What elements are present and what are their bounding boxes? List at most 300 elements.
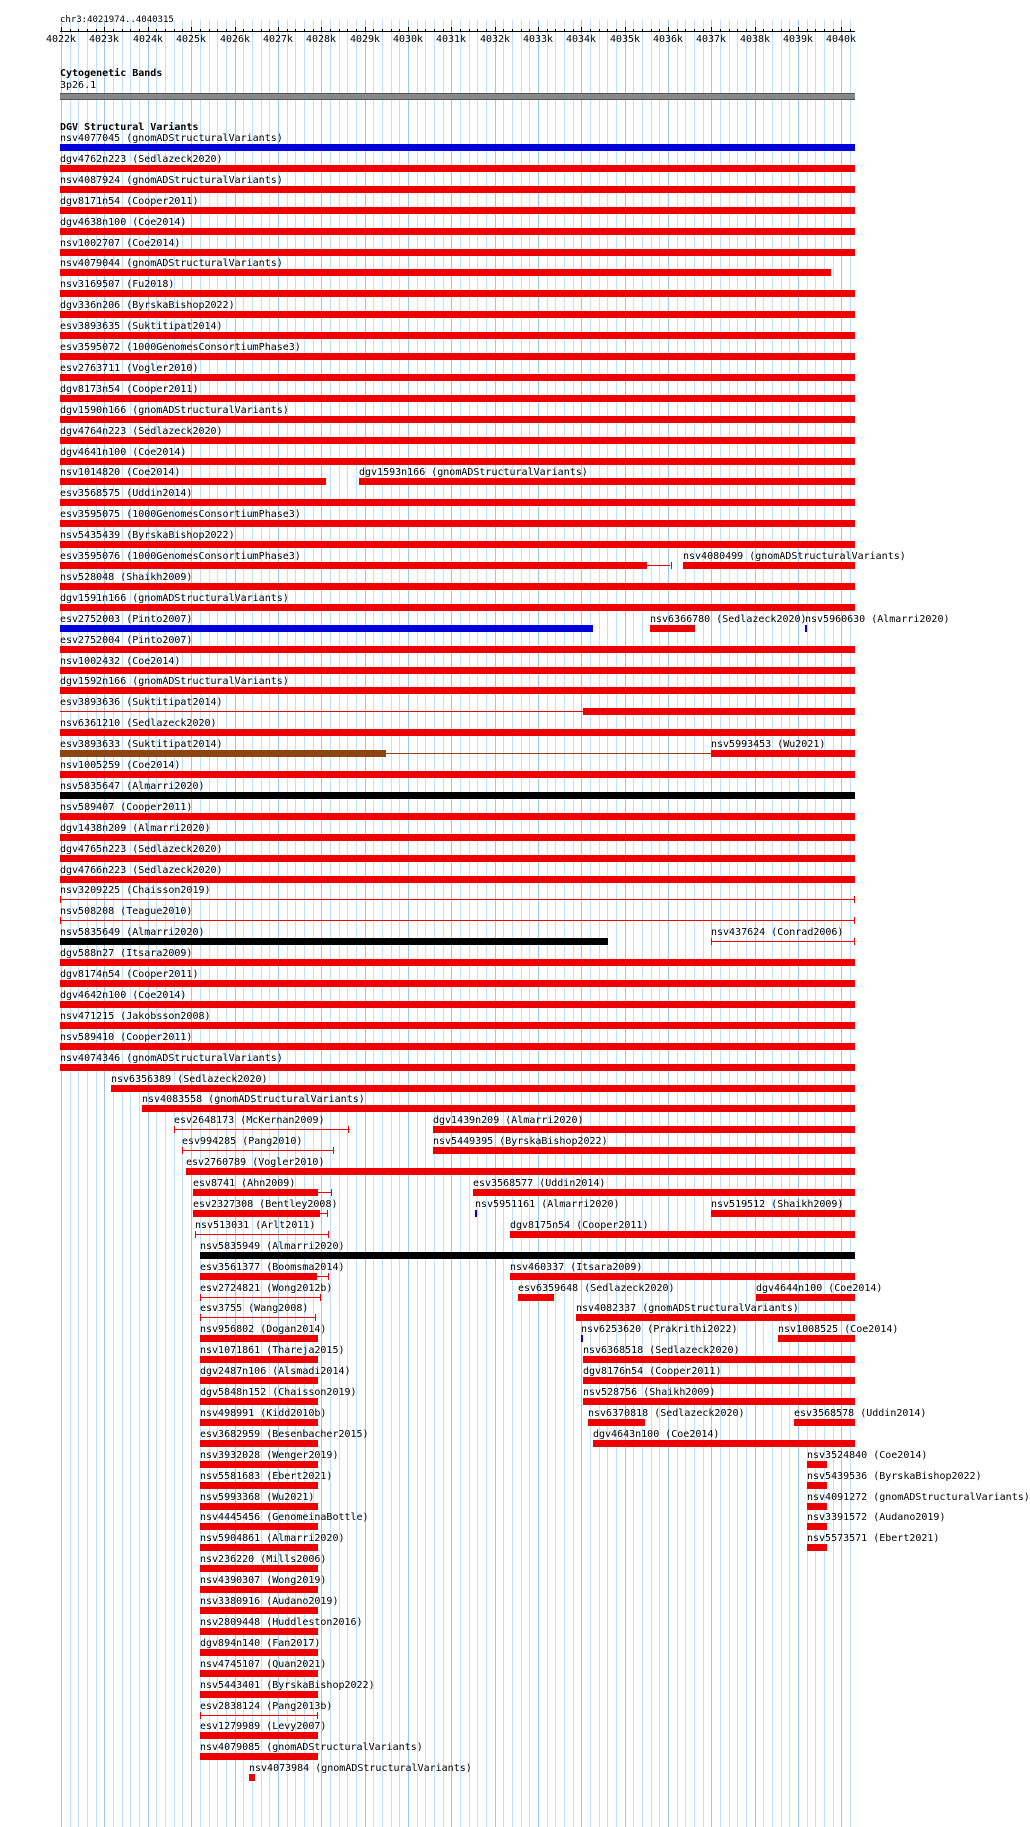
- feature-label[interactable]: nsv6361210 (Sedlazeck2020): [60, 718, 217, 729]
- feature-glyph[interactable]: [200, 1732, 318, 1739]
- feature-glyph[interactable]: [711, 941, 855, 942]
- ruler-tick: [399, 29, 400, 32]
- feature-label[interactable]: nsv4080499 (gnomADStructuralVariants): [683, 551, 906, 562]
- feature-label[interactable]: nsv4082337 (gnomADStructuralVariants): [576, 1303, 799, 1314]
- feature-glyph[interactable]: [200, 1356, 318, 1363]
- feature-label[interactable]: nsv5993453 (Wu2021): [711, 739, 826, 750]
- feature-glyph[interactable]: [583, 708, 855, 715]
- feature-label[interactable]: nsv5449395 (ByrskaBishop2022): [433, 1136, 608, 1147]
- feature-label[interactable]: nsv4079085 (gnomADStructuralVariants): [200, 1742, 423, 1753]
- ruler-tick: [130, 29, 131, 32]
- feature-glyph-connector: [320, 1213, 327, 1214]
- feature-glyph[interactable]: [60, 750, 386, 757]
- feature-glyph[interactable]: [182, 1150, 333, 1151]
- ruler-tick: [78, 29, 79, 32]
- feature-glyph[interactable]: [433, 1126, 855, 1133]
- feature-label[interactable]: esv3893633 (Suktitipat2014): [60, 739, 223, 750]
- ruler-tick-label: 4035k: [609, 34, 641, 45]
- ruler-tick: [165, 29, 166, 32]
- feature-glyph[interactable]: [60, 729, 855, 736]
- feature-glyph[interactable]: [60, 416, 855, 423]
- feature-glyph[interactable]: [111, 1085, 855, 1092]
- feature-label[interactable]: esv2752003 (Pinto2007): [60, 614, 193, 625]
- ruler-tick: [651, 29, 652, 32]
- feature-label[interactable]: dgv8175n54 (Cooper2011): [510, 1220, 649, 1231]
- feature-label[interactable]: nsv2809448 (Huddleston2016): [200, 1617, 363, 1628]
- ruler-tick: [625, 27, 626, 32]
- feature-glyph[interactable]: [778, 1335, 855, 1342]
- feature-label[interactable]: nsv4073984 (gnomADStructuralVariants): [249, 1763, 472, 1774]
- feature-label[interactable]: dgv1591n166 (gnomADStructuralVariants): [60, 593, 289, 604]
- ruler-tick-label: 4025k: [175, 34, 207, 45]
- feature-glyph[interactable]: [200, 1440, 318, 1447]
- feature-label[interactable]: nsv5573571 (Ebert2021): [807, 1533, 940, 1544]
- feature-label[interactable]: esv3595076 (1000GenomesConsortiumPhase3): [60, 551, 301, 562]
- feature-label[interactable]: esv3682959 (Besenbacher2015): [200, 1429, 369, 1440]
- feature-glyph[interactable]: [195, 1234, 329, 1235]
- feature-glyph[interactable]: [60, 374, 855, 381]
- ruler-tick: [581, 27, 582, 32]
- feature-label[interactable]: nsv4087924 (gnomADStructuralVariants): [60, 175, 283, 186]
- feature-label[interactable]: dgv894n140 (Fan2017): [200, 1638, 321, 1649]
- feature-label[interactable]: nsv5835949 (Almarri2020): [200, 1241, 345, 1252]
- ruler-tick: [555, 29, 556, 32]
- feature-glyph[interactable]: [805, 625, 807, 632]
- feature-glyph[interactable]: [200, 1607, 318, 1614]
- feature-label[interactable]: esv3893635 (Suktitipat2014): [60, 321, 223, 332]
- feature-glyph[interactable]: [60, 437, 855, 444]
- feature-label[interactable]: nsv6370818 (Sedlazeck2020): [588, 1408, 745, 1419]
- feature-label[interactable]: nsv4074346 (gnomADStructuralVariants): [60, 1053, 283, 1064]
- feature-glyph[interactable]: [60, 332, 855, 339]
- feature-glyph[interactable]: [588, 1419, 645, 1426]
- feature-glyph[interactable]: [186, 1168, 855, 1175]
- ruler-tick-label: 4026k: [219, 34, 251, 45]
- feature-label[interactable]: dgv4765n223 (Sedlazeck2020): [60, 844, 223, 855]
- feature-glyph[interactable]: [200, 1461, 318, 1468]
- feature-glyph[interactable]: [60, 1064, 855, 1071]
- feature-label[interactable]: nsv5835649 (Almarri2020): [60, 927, 205, 938]
- feature-label[interactable]: dgv1593n166 (gnomADStructuralVariants): [359, 467, 588, 478]
- ruler-tick: [677, 29, 678, 32]
- feature-glyph[interactable]: [581, 1335, 583, 1342]
- feature-glyph[interactable]: [475, 1210, 477, 1217]
- feature-glyph[interactable]: [60, 834, 855, 841]
- feature-label[interactable]: esv2752004 (Pinto2007): [60, 635, 193, 646]
- feature-glyph[interactable]: [650, 625, 695, 632]
- feature-label[interactable]: dgv588n27 (Itsara2009): [60, 948, 193, 959]
- ruler-tick: [477, 29, 478, 32]
- feature-label[interactable]: esv2648173 (McKernan2009): [174, 1115, 325, 1126]
- feature-glyph[interactable]: [60, 395, 855, 402]
- ruler-tick: [425, 29, 426, 32]
- ruler-tick: [182, 29, 183, 32]
- feature-label[interactable]: esv2838124 (Pang2013b): [200, 1701, 333, 1712]
- ruler-axis[interactable]: [60, 31, 855, 32]
- feature-glyph[interactable]: [200, 1297, 321, 1298]
- feature-glyph[interactable]: [60, 228, 855, 235]
- feature-glyph[interactable]: [200, 1544, 318, 1551]
- ruler-tick-label: 4024k: [132, 34, 164, 45]
- feature-glyph[interactable]: [142, 1105, 855, 1112]
- feature-label[interactable]: nsv589410 (Cooper2011): [60, 1032, 193, 1043]
- ruler-tick: [460, 29, 461, 32]
- feature-glyph[interactable]: [200, 1670, 318, 1677]
- feature-glyph[interactable]: [807, 1482, 827, 1489]
- ruler-tick: [70, 29, 71, 32]
- feature-glyph[interactable]: [60, 1043, 855, 1050]
- feature-glyph-connector: [318, 1192, 331, 1193]
- feature-label[interactable]: nsv1002707 (Coe2014): [60, 238, 181, 249]
- feature-glyph[interactable]: [60, 920, 855, 921]
- feature-label[interactable]: esv3568575 (Uddin2014): [60, 488, 193, 499]
- feature-glyph[interactable]: [200, 1398, 318, 1405]
- feature-label[interactable]: nsv5439536 (ByrskaBishop2022): [807, 1471, 982, 1482]
- feature-glyph[interactable]: [200, 1482, 318, 1489]
- feature-glyph[interactable]: [60, 876, 855, 883]
- feature-end-cap: [348, 1126, 349, 1133]
- feature-label[interactable]: nsv6356389 (Sedlazeck2020): [111, 1074, 268, 1085]
- ruler-tick: [798, 27, 799, 32]
- feature-end-cap: [317, 1712, 318, 1719]
- feature-glyph[interactable]: [60, 186, 855, 193]
- ruler-tick: [330, 29, 331, 32]
- feature-label[interactable]: dgv336n206 (ByrskaBishop2022): [60, 300, 235, 311]
- feature-glyph[interactable]: [807, 1523, 827, 1530]
- feature-label[interactable]: nsv3391572 (Audano2019): [807, 1512, 946, 1523]
- feature-glyph[interactable]: [60, 667, 855, 674]
- feature-label[interactable]: nsv5951161 (Almarri2020): [475, 1199, 620, 1210]
- feature-label[interactable]: nsv4077045 (gnomADStructuralVariants): [60, 133, 283, 144]
- feature-glyph[interactable]: [60, 290, 855, 297]
- feature-label[interactable]: esv6359648 (Sedlazeck2020): [518, 1283, 675, 1294]
- feature-glyph[interactable]: [60, 458, 855, 465]
- feature-label[interactable]: nsv519512 (Shaikh2009): [711, 1199, 844, 1210]
- ruler-tick: [217, 29, 218, 32]
- feature-glyph[interactable]: [576, 1314, 855, 1321]
- feature-label[interactable]: dgv8171n54 (Cooper2011): [60, 196, 199, 207]
- feature-glyph[interactable]: [200, 1252, 855, 1259]
- feature-label[interactable]: nsv1005259 (Coe2014): [60, 760, 181, 771]
- feature-label[interactable]: esv3893636 (Suktitipat2014): [60, 697, 223, 708]
- ruler-tick: [148, 27, 149, 32]
- feature-glyph[interactable]: [200, 1649, 318, 1656]
- feature-glyph[interactable]: [60, 478, 326, 485]
- feature-label[interactable]: esv3595075 (1000GenomesConsortiumPhase3): [60, 509, 301, 520]
- ruler-tick: [96, 29, 97, 32]
- feature-label[interactable]: nsv3169507 (Fu2018): [60, 279, 175, 290]
- feature-label[interactable]: dgv4643n100 (Coe2014): [593, 1429, 720, 1440]
- feature-glyph[interactable]: [60, 646, 855, 653]
- feature-label[interactable]: dgv4764n223 (Sedlazeck2020): [60, 426, 223, 437]
- feature-label[interactable]: nsv6366780 (Sedlazeck2020): [650, 614, 807, 625]
- feature-glyph[interactable]: [510, 1231, 855, 1238]
- feature-glyph[interactable]: [200, 1335, 318, 1342]
- ruler-tick: [538, 27, 539, 32]
- feature-label[interactable]: nsv3524840 (Coe2014): [807, 1450, 928, 1461]
- feature-label[interactable]: nsv5581683 (Ebert2021): [200, 1471, 333, 1482]
- feature-label[interactable]: esv2724821 (Wong2012b): [200, 1283, 333, 1294]
- feature-end-cap: [174, 1126, 175, 1133]
- feature-label[interactable]: nsv528048 (Shaikh2009): [60, 572, 193, 583]
- feature-glyph[interactable]: [60, 625, 593, 632]
- feature-end-cap: [671, 562, 672, 569]
- ruler-tick-label: 4039k: [782, 34, 814, 45]
- feature-label[interactable]: dgv8173n54 (Cooper2011): [60, 384, 199, 395]
- ruler-tick: [235, 27, 236, 32]
- feature-label[interactable]: dgv5848n152 (Chaisson2019): [200, 1387, 357, 1398]
- feature-end-cap: [333, 1147, 334, 1154]
- ruler-tick: [659, 29, 660, 32]
- ruler-tick: [365, 27, 366, 32]
- ruler-tick: [495, 27, 496, 32]
- feature-label[interactable]: nsv4079044 (gnomADStructuralVariants): [60, 258, 283, 269]
- feature-glyph[interactable]: [60, 207, 855, 214]
- feature-label[interactable]: dgv1592n166 (gnomADStructuralVariants): [60, 676, 289, 687]
- ruler-tick-label: 4028k: [305, 34, 337, 45]
- ruler-tick-label: 4031k: [435, 34, 467, 45]
- feature-glyph[interactable]: [60, 499, 855, 506]
- feature-label[interactable]: nsv956802 (Dogan2014): [200, 1324, 327, 1335]
- ruler-tick: [434, 29, 435, 32]
- feature-glyph[interactable]: [200, 1523, 318, 1530]
- feature-label[interactable]: nsv460337 (Itsara2009): [510, 1262, 643, 1273]
- feature-label[interactable]: esv2763711 (Vogler2010): [60, 363, 199, 374]
- ruler-tick: [321, 27, 322, 32]
- feature-end-cap: [200, 1314, 201, 1321]
- feature-end-cap: [200, 1294, 201, 1301]
- feature-label[interactable]: nsv6253620 (Prakrithi2022): [581, 1324, 738, 1335]
- ruler-tick: [443, 29, 444, 32]
- ruler-tick: [278, 27, 279, 32]
- feature-glyph[interactable]: [60, 165, 855, 172]
- feature-label[interactable]: nsv4390307 (Wong2019): [200, 1575, 327, 1586]
- feature-label[interactable]: nsv5904861 (Almarri2020): [200, 1533, 345, 1544]
- feature-label[interactable]: nsv1008525 (Coe2014): [778, 1324, 899, 1335]
- feature-end-cap: [195, 1231, 196, 1238]
- feature-label[interactable]: nsv4083558 (gnomADStructuralVariants): [142, 1094, 365, 1105]
- feature-label[interactable]: nsv236220 (Mills2006): [200, 1554, 327, 1565]
- feature-glyph[interactable]: [60, 541, 855, 548]
- feature-label[interactable]: nsv5960630 (Almarri2020): [805, 614, 950, 625]
- ruler-tick: [833, 29, 834, 32]
- feature-glyph[interactable]: [510, 1273, 855, 1280]
- ruler-tick: [521, 29, 522, 32]
- ruler-tick: [191, 27, 192, 32]
- ruler-tick-label: 4036k: [652, 34, 684, 45]
- feature-label[interactable]: nsv4745107 (Quan2021): [200, 1659, 327, 1670]
- feature-glyph[interactable]: [249, 1774, 255, 1781]
- feature-glyph[interactable]: [200, 1753, 318, 1760]
- ruler-tick-label: 4040k: [825, 34, 857, 45]
- feature-end-cap: [320, 1294, 321, 1301]
- ruler-tick: [642, 29, 643, 32]
- feature-glyph-connector: [60, 711, 583, 712]
- feature-label[interactable]: nsv498991 (Kidd2010b): [200, 1408, 327, 1419]
- feature-label[interactable]: dgv4762n223 (Sedlazeck2020): [60, 154, 223, 165]
- feature-glyph[interactable]: [60, 144, 855, 151]
- feature-glyph[interactable]: [200, 1419, 318, 1426]
- ruler-tick: [243, 29, 244, 32]
- feature-glyph[interactable]: [60, 583, 855, 590]
- feature-glyph[interactable]: [60, 249, 855, 256]
- feature-glyph[interactable]: [200, 1565, 318, 1572]
- feature-label[interactable]: esv1279989 (Levy2007): [200, 1721, 327, 1732]
- feature-label[interactable]: dgv1590n166 (gnomADStructuralVariants): [60, 405, 289, 416]
- ruler-tick-label: 4033k: [522, 34, 554, 45]
- feature-glyph[interactable]: [807, 1503, 827, 1510]
- feature-label[interactable]: nsv6368518 (Sedlazeck2020): [583, 1345, 740, 1356]
- feature-glyph[interactable]: [60, 687, 855, 694]
- feature-glyph[interactable]: [756, 1294, 855, 1301]
- feature-label[interactable]: esv2327308 (Bentley2008): [193, 1199, 338, 1210]
- ruler-tick-label: 4023k: [88, 34, 120, 45]
- feature-label[interactable]: nsv3932028 (Wenger2019): [200, 1450, 339, 1461]
- feature-glyph[interactable]: [60, 899, 855, 900]
- feature-glyph[interactable]: [200, 1691, 318, 1698]
- feature-label[interactable]: esv8741 (Ahn2009): [193, 1178, 296, 1189]
- feature-glyph[interactable]: [60, 562, 647, 569]
- feature-label[interactable]: dgv2487n106 (Alsmadi2014): [200, 1366, 351, 1377]
- feature-end-cap: [328, 1231, 329, 1238]
- cytoband-label: 3p26.1: [60, 80, 97, 91]
- ruler-tick-label: 4037k: [695, 34, 727, 45]
- feature-glyph[interactable]: [583, 1398, 855, 1405]
- feature-label[interactable]: dgv8174n54 (Cooper2011): [60, 969, 199, 980]
- feature-glyph[interactable]: [807, 1461, 827, 1468]
- feature-glyph[interactable]: [593, 1440, 855, 1447]
- feature-glyph[interactable]: [60, 604, 855, 611]
- feature-glyph[interactable]: [683, 562, 855, 569]
- feature-glyph[interactable]: [60, 813, 855, 820]
- feature-label[interactable]: esv2760789 (Vogler2010): [186, 1157, 325, 1168]
- ruler-tick: [122, 29, 123, 32]
- feature-glyph[interactable]: [60, 938, 608, 945]
- feature-label[interactable]: nsv5993368 (Wu2021): [200, 1492, 315, 1503]
- feature-label[interactable]: dgv8176n54 (Cooper2011): [583, 1366, 722, 1377]
- feature-glyph[interactable]: [193, 1210, 320, 1217]
- feature-glyph[interactable]: [807, 1544, 827, 1551]
- feature-label[interactable]: nsv3380916 (Audano2019): [200, 1596, 339, 1607]
- feature-glyph[interactable]: [473, 1189, 855, 1196]
- ruler-tick: [529, 29, 530, 32]
- feature-label[interactable]: dgv4766n223 (Sedlazeck2020): [60, 865, 223, 876]
- ruler-tick: [547, 29, 548, 32]
- feature-glyph[interactable]: [60, 771, 855, 778]
- ruler-tick: [417, 29, 418, 32]
- feature-label[interactable]: esv3561377 (Boomsma2014): [200, 1262, 345, 1273]
- feature-glyph[interactable]: [200, 1715, 318, 1716]
- feature-label[interactable]: nsv513031 (Arlt2011): [195, 1220, 316, 1231]
- feature-label[interactable]: nsv508208 (Teague2010): [60, 906, 193, 917]
- feature-glyph[interactable]: [193, 1189, 318, 1196]
- ruler-tick: [87, 29, 88, 32]
- feature-glyph[interactable]: [60, 980, 855, 987]
- ruler-tick: [347, 29, 348, 32]
- ruler-tick: [755, 27, 756, 32]
- feature-glyph[interactable]: [200, 1377, 318, 1384]
- ruler-tick: [174, 29, 175, 32]
- feature-label[interactable]: dgv1439n209 (Almarri2020): [433, 1115, 584, 1126]
- cytoband-3p26-1[interactable]: [60, 93, 855, 100]
- feature-label[interactable]: nsv5835647 (Almarri2020): [60, 781, 205, 792]
- feature-label[interactable]: nsv1002432 (Coe2014): [60, 656, 181, 667]
- feature-glyph[interactable]: [200, 1317, 316, 1318]
- feature-label[interactable]: esv3755 (Wang2008): [200, 1303, 309, 1314]
- feature-glyph[interactable]: [60, 1022, 855, 1029]
- feature-label[interactable]: nsv471215 (Jakobsson2008): [60, 1011, 211, 1022]
- ruler-tick: [599, 29, 600, 32]
- feature-glyph[interactable]: [174, 1129, 350, 1130]
- feature-label[interactable]: nsv5435439 (ByrskaBishop2022): [60, 530, 235, 541]
- feature-glyph[interactable]: [711, 750, 855, 757]
- feature-label[interactable]: esv994285 (Pang2010): [182, 1136, 303, 1147]
- feature-label[interactable]: nsv589407 (Cooper2011): [60, 802, 193, 813]
- feature-glyph[interactable]: [60, 353, 855, 360]
- feature-glyph[interactable]: [200, 1586, 318, 1593]
- feature-label[interactable]: dgv4638n100 (Coe2014): [60, 217, 187, 228]
- feature-label[interactable]: nsv3209225 (Chaisson2019): [60, 885, 211, 896]
- ruler-tick: [339, 29, 340, 32]
- feature-label[interactable]: nsv528756 (Shaikh2009): [583, 1387, 716, 1398]
- feature-glyph[interactable]: [711, 1210, 855, 1217]
- feature-end-cap: [327, 1210, 328, 1217]
- ruler-tick: [391, 29, 392, 32]
- feature-label[interactable]: dgv1438n209 (Almarri2020): [60, 823, 211, 834]
- feature-glyph[interactable]: [60, 269, 831, 276]
- feature-glyph[interactable]: [583, 1377, 855, 1384]
- ruler-tick: [382, 29, 383, 32]
- ruler-tick: [408, 27, 409, 32]
- feature-label[interactable]: dgv4641n100 (Coe2014): [60, 447, 187, 458]
- ruler-tick: [763, 29, 764, 32]
- feature-glyph[interactable]: [200, 1503, 318, 1510]
- feature-glyph[interactable]: [200, 1628, 318, 1635]
- feature-glyph[interactable]: [583, 1356, 855, 1363]
- feature-end-cap: [328, 1273, 329, 1280]
- feature-glyph[interactable]: [794, 1419, 855, 1426]
- feature-glyph[interactable]: [518, 1294, 554, 1301]
- feature-label[interactable]: esv3568577 (Uddin2014): [473, 1178, 606, 1189]
- feature-label[interactable]: nsv4091272 (gnomADStructuralVariants): [807, 1492, 1030, 1503]
- ruler-tick: [61, 27, 62, 32]
- feature-label[interactable]: nsv5443401 (ByrskaBishop2022): [200, 1680, 375, 1691]
- feature-glyph[interactable]: [60, 959, 855, 966]
- coordinate-label: chr3:4021974..4040315: [60, 15, 174, 25]
- feature-label[interactable]: dgv4642n100 (Coe2014): [60, 990, 187, 1001]
- ruler-tick-label: 4032k: [479, 34, 511, 45]
- feature-label[interactable]: nsv1071861 (Thareja2015): [200, 1345, 345, 1356]
- ruler-tick: [781, 29, 782, 32]
- feature-glyph[interactable]: [200, 1273, 317, 1280]
- feature-label[interactable]: nsv1014820 (Coe2014): [60, 467, 181, 478]
- feature-label[interactable]: dgv4644n100 (Coe2014): [756, 1283, 883, 1294]
- feature-label[interactable]: nsv437624 (Conrad2006): [711, 927, 844, 938]
- feature-label[interactable]: nsv4445456 (GenomeinaBottle): [200, 1512, 369, 1523]
- feature-label[interactable]: esv3568578 (Uddin2014): [794, 1408, 927, 1419]
- feature-glyph[interactable]: [60, 520, 855, 527]
- feature-glyph[interactable]: [60, 855, 855, 862]
- feature-glyph[interactable]: [60, 1001, 855, 1008]
- feature-glyph[interactable]: [359, 478, 855, 485]
- dgv-track-title: DGV Structural Variants: [60, 122, 199, 133]
- feature-glyph-connector: [647, 565, 670, 566]
- feature-glyph[interactable]: [60, 311, 855, 318]
- feature-glyph[interactable]: [60, 792, 855, 799]
- feature-label[interactable]: esv3595072 (1000GenomesConsortiumPhase3): [60, 342, 301, 353]
- ruler-tick-label: 4027k: [262, 34, 294, 45]
- feature-glyph[interactable]: [433, 1147, 855, 1154]
